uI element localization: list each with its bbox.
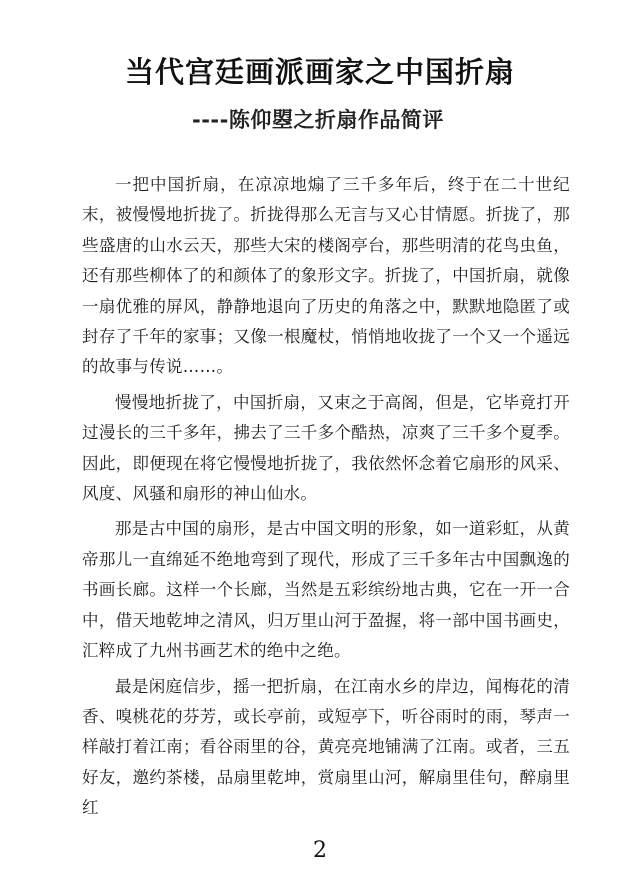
paragraph-1: 一把中国折扇，在凉凉地煽了三千多年后，终于在二十世纪末，被慢慢地折拢了。折拢得那么无言与又心甘情愿。折拢了，那些盛唐的山水云天，那些大宋的楼阁亭台，那些明清的花鸟虫鱼，还有那些柳体了的和颜体了的象形文字。折拢了，中国折扇，就像一扇优雅的屏风，静静地退向了历史的角落之中，默默地隐匿了或封存了千年的家事；又像一根魔杖，悄悄地收拢了一个又一个遥远的故事与传说……。 <box>82 175 570 377</box>
page-number: 2 <box>313 838 327 863</box>
paragraph-4: 最是闲庭信步，摇一把折扇，在江南水乡的岸边，闻梅花的清香、嗅桃花的芬芳，或长亭前，或短亭下，听谷雨时的雨，琴声一样敲打着江南；看谷雨里的谷，黄亮亮地铺满了江南。或者，三五好友，邀约茶楼，品扇里乾坤，赏扇里山河，解扇里佳句，醉扇里红 <box>82 676 570 818</box>
page-title: 当代宫廷画派画家之中国折扇 <box>124 55 515 89</box>
page-subtitle: ----陈仰曌之折扇作品简评 <box>192 108 444 132</box>
paragraph-2: 慢慢地折拢了，中国折扇，又束之于高阁，但是，它毕竟打开过漫长的三千多年，拂去了三千多个酷热，凉爽了三千多个夏季。因此，即便现在将它慢慢地折拢了，我依然怀念着它扇形的风采、风度、风骚和扇形的神山仙水。 <box>82 392 570 504</box>
paragraph-3: 那是古中国的扇形，是古中国文明的形象，如一道彩虹，从黄帝那儿一直绵延不绝地弯到了现代，形成了三千多年古中国飘逸的书画长廊。这样一个长廊，当然是五彩缤纷地古典，它在一开一合中，借天地乾坤之清风，归万里山河于盈握，将一部中国书画史，汇粹成了九州书画艺术的绝中之绝。 <box>82 519 570 661</box>
article-body <box>82 170 570 829</box>
